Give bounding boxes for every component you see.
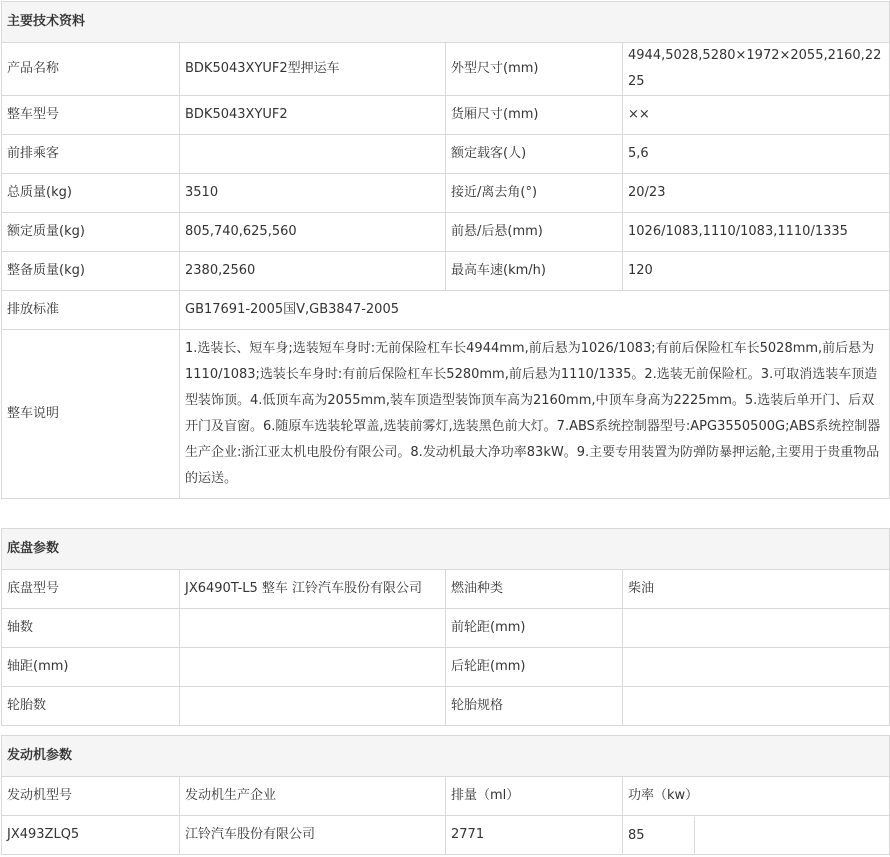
spec-value <box>623 609 890 648</box>
displacement-value: 2771 <box>446 816 623 855</box>
spec-label: 最高车速(km/h) <box>446 252 623 291</box>
table-row <box>2 174 890 213</box>
power-cell <box>623 816 890 855</box>
engine-maker-value: 江铃汽车股份有限公司 <box>180 816 446 855</box>
spec-label: 前悬/后悬(mm) <box>446 213 623 252</box>
spec-value: BDK5043XYUF2 <box>180 96 446 135</box>
spec-label: 额定质量(kg) <box>2 213 180 252</box>
engine-spec-table <box>1 735 890 855</box>
column-header: 排量（ml） <box>446 777 623 816</box>
spec-label: 轮胎规格 <box>446 687 623 726</box>
main-spec-table <box>1 1 890 499</box>
spec-value <box>623 648 890 687</box>
spec-value <box>180 609 446 648</box>
spec-label: 额定载客(人) <box>446 135 623 174</box>
spec-label: 轴距(mm) <box>2 648 180 687</box>
spec-value: ×× <box>623 96 890 135</box>
table-row <box>2 570 890 609</box>
spec-value: 805,740,625,560 <box>180 213 446 252</box>
spec-value <box>180 648 446 687</box>
column-header: 发动机型号 <box>2 777 180 816</box>
spec-value: JX6490T-L5 整车 江铃汽车股份有限公司 <box>180 570 446 609</box>
table-header-row <box>2 777 890 816</box>
chassis-section-title: 底盘参数 <box>2 529 890 570</box>
spec-label: 燃油种类 <box>446 570 623 609</box>
table-row <box>2 648 890 687</box>
spec-label: 整备质量(kg) <box>2 252 180 291</box>
table-row <box>2 213 890 252</box>
engine-section-title: 发动机参数 <box>2 736 890 777</box>
spec-value: BDK5043XYUF2型押运车 <box>180 43 446 96</box>
spec-label: 外型尺寸(mm) <box>446 43 623 96</box>
chassis-spec-table <box>1 528 890 726</box>
spec-label: 货厢尺寸(mm) <box>446 96 623 135</box>
spec-label: 产品名称 <box>2 43 180 96</box>
spec-label: 前排乘客 <box>2 135 180 174</box>
emission-label: 排放标准 <box>2 291 180 330</box>
spec-value <box>623 687 890 726</box>
spec-value: 1026/1083,1110/1083,1110/1335 <box>623 213 890 252</box>
spec-value: 3510 <box>180 174 446 213</box>
note-label: 整车说明 <box>2 330 180 499</box>
column-header: 发动机生产企业 <box>180 777 446 816</box>
spec-label: 后轮距(mm) <box>446 648 623 687</box>
table-row <box>2 330 890 499</box>
spec-value: 4944,5028,5280×1972×2055,2160,2225 <box>623 43 890 96</box>
note-value: 1.选装长、短车身;选装短车身时:无前保险杠车长4944mm,前后悬为1026/1083;有前后保险杠车长5028mm,前后悬为1110/1083;选装长车身时:有前后保险杠车长5280mm,前后悬为1110/1335。2.选装无前保险杠。3.可取消选装车顶造型装饰顶。4.低顶车高为2055mm,装车顶造型装饰顶车高为2160mm,中顶车身高为2225mm。5.选装后单开门、后双开门及盲窗。6.随原车选装轮罩盖,选装前雾灯,选装黑色前大灯。7.ABS系统控制器型号:APG3550500G;ABS系统控制器生产企业:浙江亚太机电股份有限公司。8.发动机最大净功率83kW。9.主要专用装置为防弹防暴押运舱,主要用于贵重物品的运送。 <box>180 330 890 499</box>
table-row <box>2 609 890 648</box>
spec-label: 前轮距(mm) <box>446 609 623 648</box>
table-row <box>2 687 890 726</box>
spec-label: 轮胎数 <box>2 687 180 726</box>
spec-label: 总质量(kg) <box>2 174 180 213</box>
column-header: 功率（kw） <box>623 777 890 816</box>
spec-value: 20/23 <box>623 174 890 213</box>
spec-label: 底盘型号 <box>2 570 180 609</box>
spec-value <box>180 687 446 726</box>
table-row <box>2 252 890 291</box>
table-row <box>2 43 890 96</box>
spec-value: 柴油 <box>623 570 890 609</box>
power-value: 85 <box>623 817 695 854</box>
table-row <box>2 816 890 855</box>
table-row <box>2 96 890 135</box>
spec-label: 接近/离去角(°) <box>446 174 623 213</box>
spec-value <box>180 135 446 174</box>
spec-label: 轴数 <box>2 609 180 648</box>
emission-value: GB17691-2005国Ⅴ,GB3847-2005 <box>180 291 890 330</box>
spec-value: 5,6 <box>623 135 890 174</box>
table-row <box>2 291 890 330</box>
table-row <box>2 135 890 174</box>
engine-model-value: JX493ZLQ5 <box>2 816 180 855</box>
main-section-title: 主要技术资料 <box>2 2 890 43</box>
spec-value: 120 <box>623 252 890 291</box>
spec-label: 整车型号 <box>2 96 180 135</box>
spec-value: 2380,2560 <box>180 252 446 291</box>
